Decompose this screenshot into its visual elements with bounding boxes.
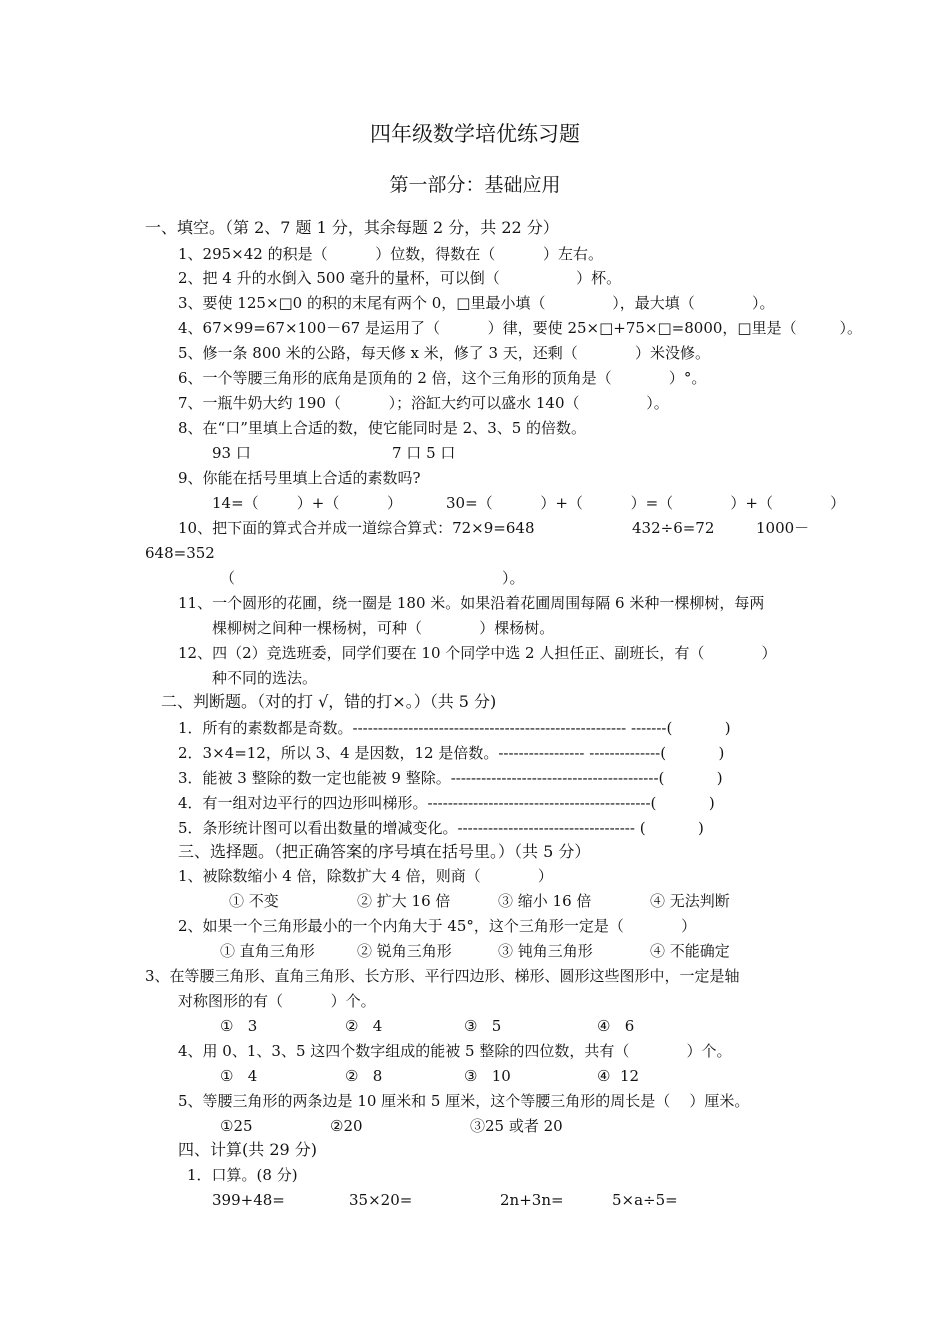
option: ① 4: [220, 1067, 258, 1085]
question: 5、修一条 800 米的公路，每天修 x 米，修了 3 天，还剩（ ）米没修。: [178, 344, 711, 362]
question: 1、被除数缩小 4 倍，除数扩大 4 倍，则商（ ）: [178, 867, 553, 885]
question-part: 棵柳树之间种一棵杨树，可种（ ）棵杨树。: [212, 619, 555, 637]
option: ② 8: [345, 1067, 383, 1085]
calc-item: 399+48=: [212, 1191, 285, 1209]
question: 10、把下面的算式合并成一道综合算式：72×9=648: [178, 519, 535, 537]
question-part: （ ）。: [220, 569, 525, 587]
part-title: 第一部分：基础应用: [389, 174, 561, 196]
question: 3、在等腰三角形、直角三角形、长方形、平行四边形、梯形、圆形这些图形中，一定是轴: [145, 967, 740, 985]
question: 5、等腰三角形的两条边是 10 厘米和 5 厘米，这个等腰三角形的周长是（ ）厘米。: [178, 1092, 750, 1110]
question: 4、用 0、1、3、5 这四个数字组成的能被 5 整除的四位数，共有（ ）个。: [178, 1042, 732, 1060]
judge-item: 2．3×4=12，所以 3、4 是因数，12 是倍数。----------------- --------------( ): [178, 744, 725, 762]
option: ① 3: [220, 1017, 258, 1035]
question: 4、67×99=67×100－67 是运用了（ ）律，要使 25×□+75×□=8000，□里是（ ）。: [178, 319, 862, 337]
section-2-heading: 二、判断题。（对的打 √，错的打×。）（共 5 分): [161, 692, 497, 711]
question-part: 648=352: [145, 544, 215, 562]
calc-item: 2n+3n=: [500, 1191, 564, 1209]
option: ①25: [220, 1117, 253, 1135]
option: ② 锐角三角形: [357, 942, 452, 960]
section-1-heading: 一、填空。（第 2、7 题 1 分，其余每题 2 分，共 22 分）: [145, 218, 559, 237]
question: 2、把 4 升的水倒入 500 毫升的量杯，可以倒（ ）杯。: [178, 269, 622, 287]
question: 8、在“口”里填上合适的数，使它能同时是 2、3、5 的倍数。: [178, 419, 587, 437]
question: 3、要使 125×□0 的积的末尾有两个 0，□里最小填（ ），最大填（ ）。: [178, 294, 775, 312]
judge-item: 1．所有的素数都是奇数。------------------------------------------------------ -------( ): [178, 719, 731, 737]
question-part: 1000－: [756, 519, 810, 537]
question-part: 14=（ ）+（ ）: [212, 494, 403, 512]
question: 11、一个圆形的花圃，绕一圈是 180 米。如果沿着花圃周围每隔 6 米种一棵柳树，每两: [178, 594, 765, 612]
option: ① 直角三角形: [220, 942, 315, 960]
option: ③ 缩小 16 倍: [498, 892, 592, 910]
calc-item: 35×20=: [349, 1191, 413, 1209]
option: ③ 钝角三角形: [498, 942, 593, 960]
subsection-label: 1．口算。(8 分): [187, 1166, 298, 1184]
option: ② 扩大 16 倍: [357, 892, 451, 910]
question: 9、你能在括号里填上合适的素数吗?: [178, 469, 421, 487]
option: ③ 10: [464, 1067, 511, 1085]
question-part: 30=（ ）+（ ）=（ ）+（ ）: [446, 494, 846, 512]
option: ③25 或者 20: [470, 1117, 563, 1135]
question-part: 对称图形的有（ ）个。: [178, 992, 376, 1010]
judge-item: 4．有一组对边平行的四边形叫梯形。--------------------------------------------( ): [178, 794, 715, 812]
calc-item: 5×a÷5=: [612, 1191, 678, 1209]
question: 7、一瓶牛奶大约 190（ ）；浴缸大约可以盛水 140（ ）。: [178, 394, 669, 412]
question-part: 种不同的选法。: [212, 669, 318, 687]
option: ②20: [330, 1117, 363, 1135]
question: 12、四（2）竞选班委，同学们要在 10 个同学中选 2 人担任正、副班长，有（ ）: [178, 644, 777, 662]
question: 1、295×42 的积是（ ）位数，得数在（ ）左右。: [178, 245, 603, 263]
section-4-heading: 四、计算(共 29 分): [178, 1140, 318, 1159]
judge-item: 3．能被 3 整除的数一定也能被 9 整除。-----------------------------------------( ): [178, 769, 723, 787]
page-title: 四年级数学培优练习题: [370, 122, 580, 146]
option: ④ 6: [597, 1017, 635, 1035]
option: ③ 5: [464, 1017, 502, 1035]
option: ① 不变: [229, 892, 279, 910]
option: ④ 不能确定: [650, 942, 730, 960]
question: 2、如果一个三角形最小的一个内角大于 45°，这个三角形一定是（ ）: [178, 917, 697, 935]
option: ② 4: [345, 1017, 383, 1035]
section-3-heading: 三、选择题。（把正确答案的序号填在括号里。）（共 5 分）: [178, 842, 591, 861]
option: ④ 12: [597, 1067, 640, 1085]
question-part: 432÷6=72: [632, 519, 715, 537]
option: ④ 无法判断: [650, 892, 730, 910]
question-part: 93 口: [212, 444, 251, 462]
question: 6、一个等腰三角形的底角是顶角的 2 倍，这个三角形的顶角是（ ）°。: [178, 369, 707, 387]
question-part: 7 口 5 口: [392, 444, 456, 462]
judge-item: 5．条形统计图可以看出数量的增减变化。----------------------------------- ( ): [178, 819, 704, 837]
